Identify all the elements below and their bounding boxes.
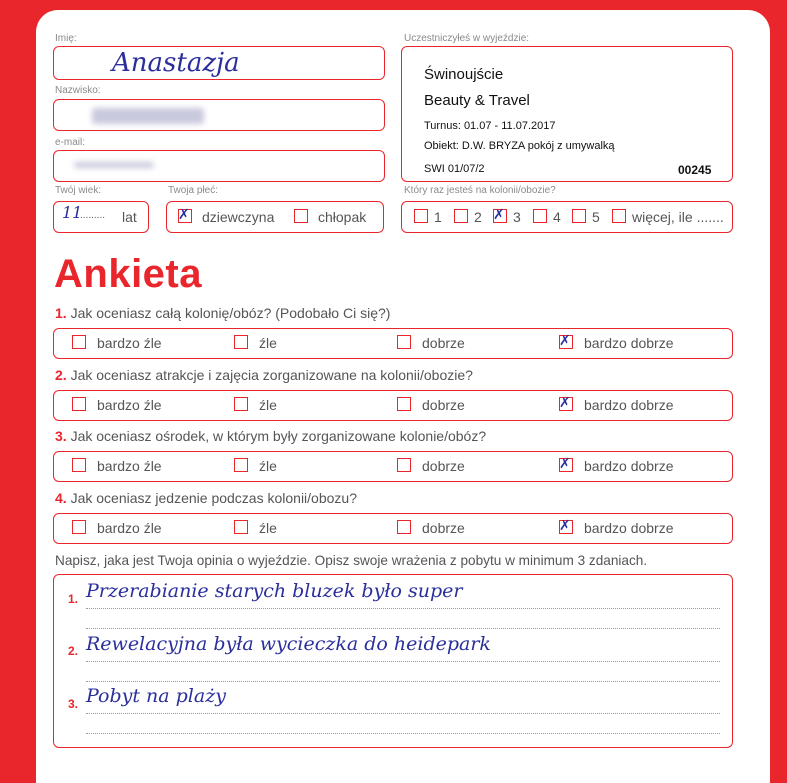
opinion-answer-3: Pobyt na plaży bbox=[86, 685, 226, 707]
gender-label: Twoja płeć: bbox=[168, 185, 219, 196]
q3-good-checkbox[interactable] bbox=[397, 458, 411, 472]
q3-very-good-checkbox[interactable] bbox=[559, 458, 573, 472]
q4-very-good-checkbox[interactable] bbox=[559, 520, 573, 534]
checkmark-icon: ✗ bbox=[178, 207, 190, 223]
checkmark-icon: ✗ bbox=[559, 518, 571, 534]
times-5-label: 5 bbox=[592, 209, 600, 225]
q4-good-checkbox[interactable] bbox=[397, 520, 411, 534]
writing-line bbox=[86, 608, 720, 609]
trip-turnus: Turnus: 01.07 - 11.07.2017 bbox=[424, 120, 556, 132]
surname-label: Nazwisko: bbox=[55, 85, 101, 96]
writing-line bbox=[86, 713, 720, 714]
checkmark-icon: ✗ bbox=[493, 207, 505, 223]
q1-good-label: dobrze bbox=[422, 335, 465, 351]
q1-bad-label: źle bbox=[259, 335, 277, 351]
q4-bad-checkbox[interactable] bbox=[234, 520, 248, 534]
opinion-answer-1: Przerabianie starych bluzek było super bbox=[86, 580, 463, 602]
question-text: Jak oceniasz atrakcje i zajęcia zorganizowane na kolonii/obozie? bbox=[70, 367, 473, 383]
q1-very-good-label: bardzo dobrze bbox=[584, 335, 674, 351]
question-text: Jak oceniasz ośrodek, w którym były zorganizowane kolonie/obóz? bbox=[70, 428, 487, 444]
checkmark-icon: ✗ bbox=[559, 395, 571, 411]
q4-very-bad-label: bardzo źle bbox=[97, 520, 162, 536]
trip-obiekt: Obiekt: D.W. BRYZA pokój z umywalką bbox=[424, 140, 615, 152]
q3-bad-label: źle bbox=[259, 458, 277, 474]
opinion-answer-2: Rewelacyjna była wycieczka do heidepark bbox=[86, 633, 491, 655]
trip-code: SWI 01/07/2 bbox=[424, 163, 485, 175]
q2-bad-label: źle bbox=[259, 397, 277, 413]
question-number: 3. bbox=[55, 428, 67, 444]
question-text: Jak oceniasz całą kolonię/obóz? (Podobało Ci się?) bbox=[70, 305, 391, 321]
gender-girl-label: dziewczyna bbox=[202, 209, 275, 225]
trip-label: Uczestniczyłeś w wyjeździe: bbox=[404, 33, 530, 44]
question-3 bbox=[55, 428, 486, 444]
question-text: Jak oceniasz jedzenie podczas kolonii/obozu? bbox=[70, 490, 357, 506]
age-dots: ......... bbox=[80, 210, 106, 221]
checkmark-icon: ✗ bbox=[559, 333, 571, 349]
times-1-checkbox[interactable] bbox=[414, 209, 428, 223]
times-2-checkbox[interactable] bbox=[454, 209, 468, 223]
q3-very-bad-checkbox[interactable] bbox=[72, 458, 86, 472]
q2-very-good-label: bardzo dobrze bbox=[584, 397, 674, 413]
times-more-label: więcej, ile ....... bbox=[632, 209, 724, 225]
q2-good-checkbox[interactable] bbox=[397, 397, 411, 411]
surname-redacted bbox=[92, 108, 204, 124]
q2-very-bad-label: bardzo źle bbox=[97, 397, 162, 413]
age-unit: lat bbox=[122, 209, 137, 225]
times-3-checkbox[interactable] bbox=[493, 209, 507, 223]
q1-good-checkbox[interactable] bbox=[397, 335, 411, 349]
question-number: 1. bbox=[55, 305, 67, 321]
q2-bad-checkbox[interactable] bbox=[234, 397, 248, 411]
opinion-number: 1. bbox=[68, 592, 79, 606]
gender-boy-label: chłopak bbox=[318, 209, 367, 225]
q4-bad-label: źle bbox=[259, 520, 277, 536]
times-more-checkbox[interactable] bbox=[612, 209, 626, 223]
writing-line bbox=[86, 733, 720, 734]
q2-good-label: dobrze bbox=[422, 397, 465, 413]
q3-very-bad-label: bardzo źle bbox=[97, 458, 162, 474]
q3-very-good-label: bardzo dobrze bbox=[584, 458, 674, 474]
trip-program: Beauty & Travel bbox=[424, 92, 530, 109]
times-2-label: 2 bbox=[474, 209, 482, 225]
opinion-number: 2. bbox=[68, 644, 79, 658]
age-value: 11 bbox=[62, 203, 83, 222]
q2-very-good-checkbox[interactable] bbox=[559, 397, 573, 411]
q3-bad-checkbox[interactable] bbox=[234, 458, 248, 472]
times-4-checkbox[interactable] bbox=[533, 209, 547, 223]
name-label: Imię: bbox=[55, 33, 77, 44]
email-label: e-mail: bbox=[55, 137, 86, 148]
question-4 bbox=[55, 490, 357, 506]
question-number: 2. bbox=[55, 367, 67, 383]
question-2 bbox=[55, 367, 473, 383]
checkmark-icon: ✗ bbox=[559, 456, 571, 472]
times-label: Który raz jesteś na kolonii/obozie? bbox=[404, 185, 556, 196]
q2-very-bad-checkbox[interactable] bbox=[72, 397, 86, 411]
age-label: Twój wiek: bbox=[55, 185, 102, 196]
gender-girl-checkbox[interactable] bbox=[178, 209, 192, 223]
q4-very-good-label: bardzo dobrze bbox=[584, 520, 674, 536]
times-4-label: 4 bbox=[553, 209, 561, 225]
writing-line bbox=[86, 628, 720, 629]
trip-city: Świnoujście bbox=[424, 66, 504, 83]
q1-very-bad-checkbox[interactable] bbox=[72, 335, 86, 349]
q4-good-label: dobrze bbox=[422, 520, 465, 536]
opinion-prompt: Napisz, jaka jest Twoja opinia o wyjeździe. Opisz swoje wrażenia z pobytu w minimum 3 zdaniach. bbox=[55, 553, 648, 568]
question-number: 4. bbox=[55, 490, 67, 506]
writing-line bbox=[86, 681, 720, 682]
gender-boy-checkbox[interactable] bbox=[294, 209, 308, 223]
times-3-label: 3 bbox=[513, 209, 521, 225]
writing-line bbox=[86, 661, 720, 662]
email-redacted bbox=[74, 162, 154, 168]
opinion-number: 3. bbox=[68, 697, 79, 711]
q1-very-good-checkbox[interactable] bbox=[559, 335, 573, 349]
trip-number: 00245 bbox=[678, 163, 712, 177]
times-1-label: 1 bbox=[434, 209, 442, 225]
times-5-checkbox[interactable] bbox=[572, 209, 586, 223]
q1-bad-checkbox[interactable] bbox=[234, 335, 248, 349]
question-1 bbox=[55, 305, 390, 321]
q4-very-bad-checkbox[interactable] bbox=[72, 520, 86, 534]
q3-good-label: dobrze bbox=[422, 458, 465, 474]
name-value: Anastazja bbox=[112, 48, 240, 78]
q1-very-bad-label: bardzo źle bbox=[97, 335, 162, 351]
survey-title: Ankieta bbox=[54, 252, 202, 296]
